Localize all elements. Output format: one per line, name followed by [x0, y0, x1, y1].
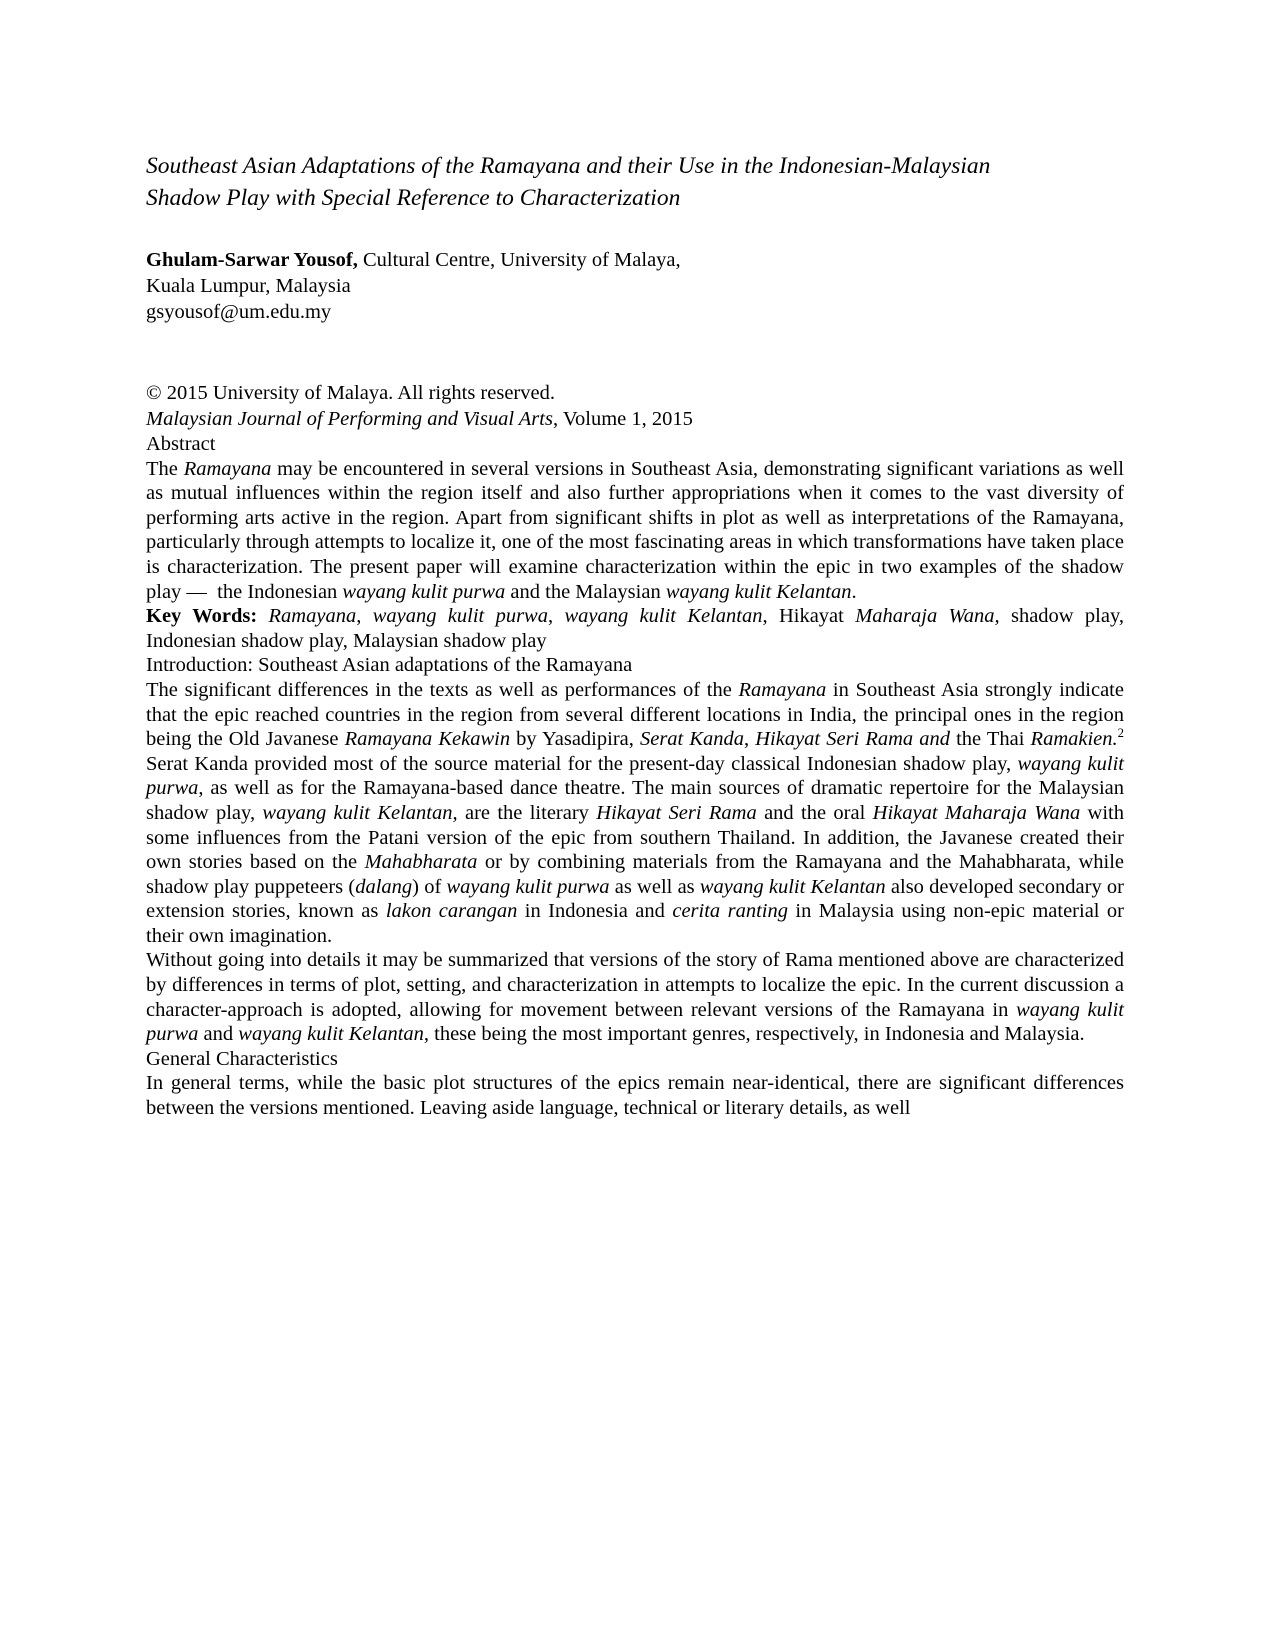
- abstract-paragraph: The Ramayana may be encountered in several versions in Southeast Asia, demonstrating significant variations as well as mutual influences within the region itself and also further appropriations when it comes to the vast diversity of performing arts active in the region. Apart from significant shifts in plot as well as interpretations of the Ramayana, particularly through attempts to localize it, one of the most fascinating areas in which transformations have taken place is characterization. The present paper will examine characterization within the epic in two examples of the shadow play — the Indonesian wayang kulit purwa and the Malaysian wayang kulit Kelantan.: [146, 457, 1124, 603]
- general-characteristics-heading: General Characteristics: [146, 1047, 338, 1070]
- paper-title-line-2: Shadow Play with Special Reference to Characterization: [146, 185, 681, 211]
- copyright-line: © 2015 University of Malaya. All rights reserved.: [146, 382, 555, 404]
- copyright-block: [146, 380, 1124, 432]
- journal-line: Malaysian Journal of Performing and Visual Arts, Volume 1, 2015: [146, 408, 693, 430]
- author-email: gsyousof@um.edu.my: [146, 301, 332, 323]
- author-city: Kuala Lumpur, Malaysia: [146, 275, 351, 297]
- author-line: Ghulam-Sarwar Yousof, Cultural Centre, University of Malaya,: [146, 249, 681, 271]
- abstract-heading: Abstract: [146, 433, 216, 455]
- page-content: [146, 0, 1124, 1121]
- paper-title: [146, 150, 1124, 214]
- keywords-paragraph: Key Words: Ramayana, wayang kulit purwa, wayang kulit Kelantan, Hikayat Maharaja Wana, shadow play, Indonesian shadow play, Malaysian shadow play: [146, 605, 1125, 652]
- general-characteristics-paragraph: In general terms, while the basic plot structures of the epics remain near-identical, there are significant differences between the versions mentioned. Leaving aside language, technical or literary details, as well: [146, 1072, 1124, 1120]
- introduction-paragraph-1: The significant differences in the texts as well as performances of the Ramayana in Southeast Asia strongly indicate that the epic reached countries in the region from several different locations in India, the principal ones in the region being the Old Javanese Ramayana Kekawin by Yasadipira, Serat Kanda, Hikayat Seri Rama and the Thai Ramakien.$^2$ Serat Kanda provided most of the source material for the present-day classical Indonesian shadow play, wayang kulit purwa, as well as for the Ramayana-based dance theatre. The main sources of dramatic repertoire for the Malaysian shadow play, wayang kulit Kelantan, are the literary Hikayat Seri Rama and the oral Hikayat Maharaja Wana with some influences from the Patani version of the epic from southern Thailand. In addition, the Javanese created their own stories based on the Mahabharata or by combining materials from the Ramayana and the Mahabharata, while shadow play puppeteers (dalang) of wayang kulit purwa as well as wayang kulit Kelantan also developed secondary or extension stories, known as lakon carangan in Indonesia and cerita ranting in Malaysia using non-epic material or their own imagination.: [146, 678, 1125, 947]
- introduction-paragraph-2: Without going into details it may be summarized that versions of the story of Rama mentioned above are characterized by differences in terms of plot, setting, and characterization in attempts to localize the epic. In the current discussion a character-approach is adopted, allowing for movement between relevant versions of the Ramayana in wayang kulit purwa and wayang kulit Kelantan, these being the most important genres, respectively, in Indonesia and Malaysia.: [146, 949, 1124, 1046]
- introduction-heading: Introduction: Southeast Asian adaptations of the Ramayana: [146, 654, 633, 677]
- paper-title-line-1: Southeast Asian Adaptations of the Ramayana and their Use in the Indonesian-Malaysian: [146, 153, 991, 179]
- author-block: [146, 247, 1124, 325]
